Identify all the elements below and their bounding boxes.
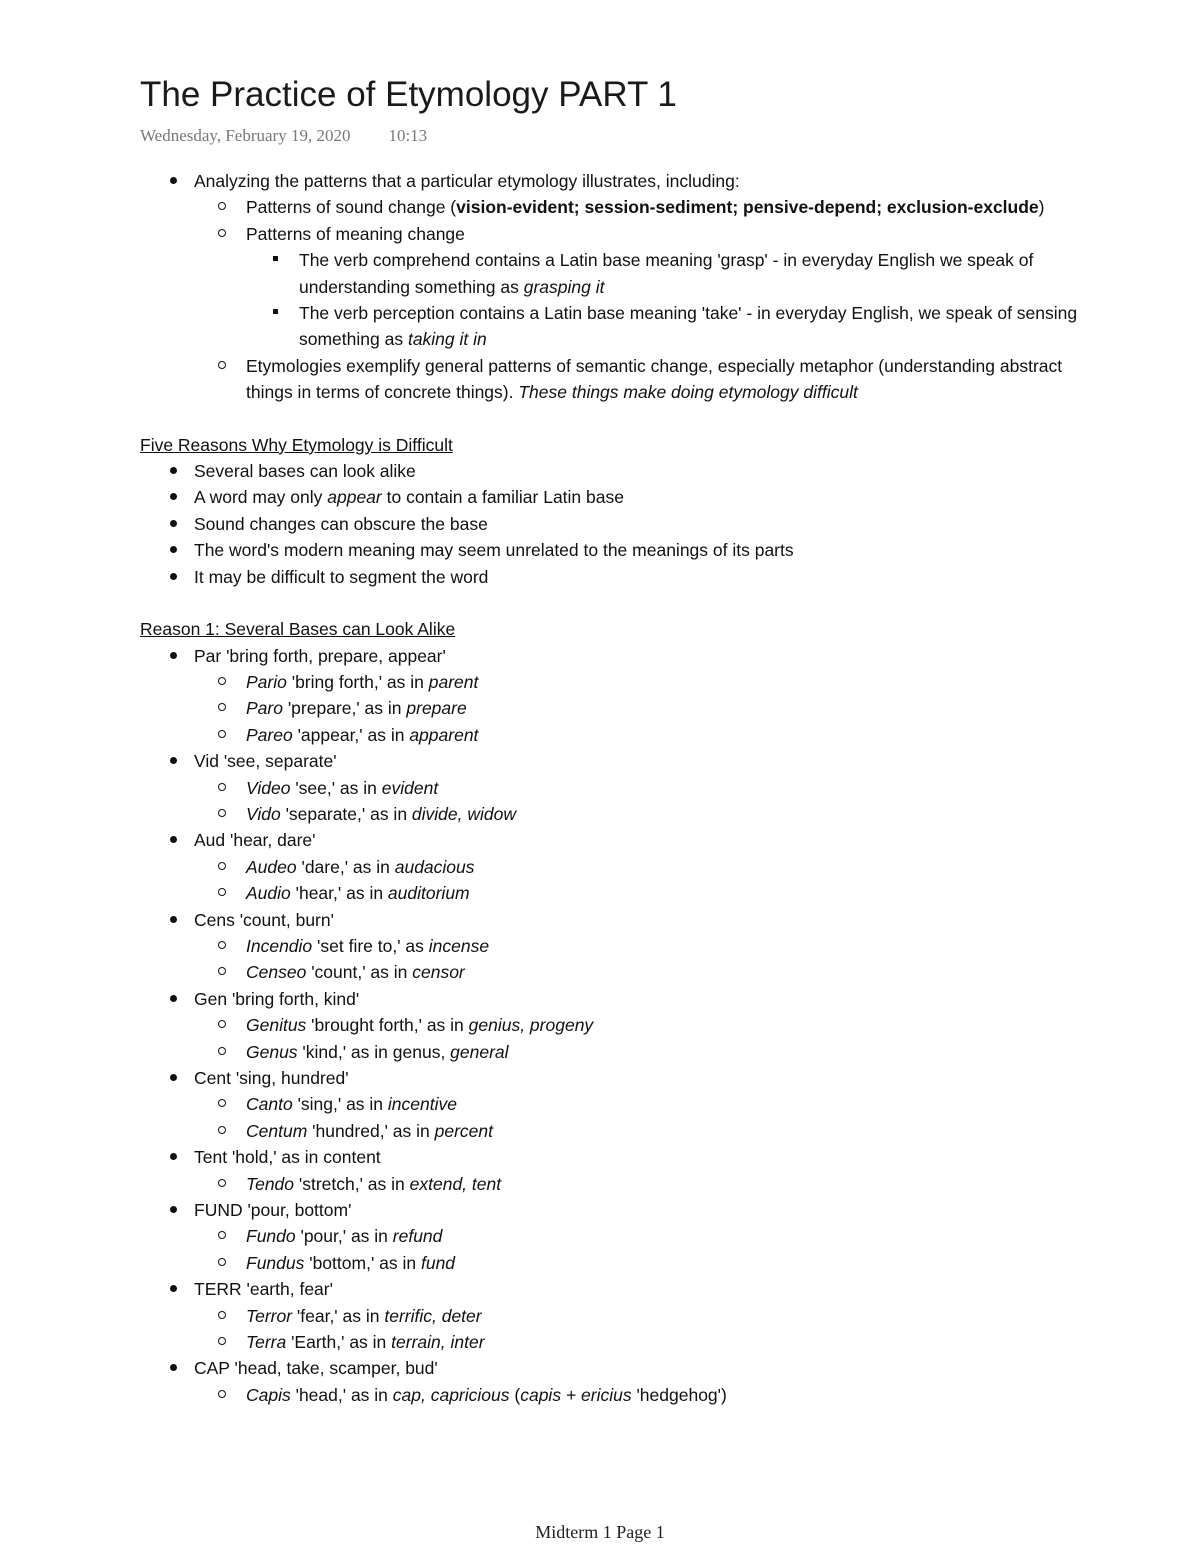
bullet-icon — [170, 177, 177, 184]
list-item: Etymologies exemplify general patterns of semantic change, especially metaphor (understanding abstract things in terms of concrete things). These things make doing etymology difficult — [140, 353, 1100, 406]
bullet-icon — [170, 1074, 177, 1081]
list-item: Sound changes can obscure the base — [140, 511, 1100, 537]
circle-bullet-icon — [218, 941, 226, 949]
list-item: Terror 'fear,' as in terrific, deter — [140, 1303, 1100, 1329]
circle-bullet-icon — [218, 1258, 226, 1266]
list-item: Fundus 'bottom,' as in fund — [140, 1250, 1100, 1276]
circle-bullet-icon — [218, 888, 226, 896]
circle-bullet-icon — [218, 202, 226, 210]
list-item: Genus 'kind,' as in genus, general — [140, 1039, 1100, 1065]
list-item: A word may only appear to contain a familiar Latin base — [140, 484, 1100, 510]
reason1-heading: Reason 1: Several Bases can Look Alike — [140, 619, 456, 640]
circle-bullet-icon — [218, 783, 226, 791]
circle-bullet-icon — [218, 1311, 226, 1319]
list-item: The verb perception contains a Latin base meaning 'take' - in everyday English, we speak of sensing something as taking it in — [140, 300, 1100, 353]
list-item: Vido 'separate,' as in divide, widow — [140, 801, 1100, 827]
circle-bullet-icon — [218, 229, 226, 237]
bullet-icon — [170, 757, 177, 764]
list-item: FUND 'pour, bottom' — [140, 1197, 1100, 1223]
list-item: Analyzing the patterns that a particular etymology illustrates, including: — [140, 168, 1100, 194]
list-item: Cens 'count, burn' — [140, 907, 1100, 933]
list-item: Tent 'hold,' as in content — [140, 1144, 1100, 1170]
list-item: Video 'see,' as in evident — [140, 775, 1100, 801]
circle-bullet-icon — [218, 1099, 226, 1107]
sound-change-examples: vision-evident; session-sediment; pensive-depend; exclusion-exclude — [456, 197, 1039, 218]
circle-bullet-icon — [218, 1047, 226, 1055]
bullet-icon — [170, 573, 177, 580]
list-item: Audeo 'dare,' as in audacious — [140, 854, 1100, 880]
square-bullet-icon — [273, 256, 278, 261]
list-item: Genitus 'brought forth,' as in genius, progeny — [140, 1012, 1100, 1038]
bullet-icon — [170, 1206, 177, 1213]
bullet-icon — [170, 493, 177, 500]
list-item: Vid 'see, separate' — [140, 748, 1100, 774]
list-item: Paro 'prepare,' as in prepare — [140, 695, 1100, 721]
bullet-icon — [170, 836, 177, 843]
list-item: CAP 'head, take, scamper, bud' — [140, 1355, 1100, 1381]
circle-bullet-icon — [218, 1126, 226, 1134]
list-item: Gen 'bring forth, kind' — [140, 986, 1100, 1012]
page-footer: Midterm 1 Page 1 — [535, 1522, 665, 1542]
circle-bullet-icon — [218, 1179, 226, 1187]
five-reasons-heading: Five Reasons Why Etymology is Difficult — [140, 434, 453, 455]
list-item: The verb comprehend contains a Latin base meaning 'grasp' - in everyday English we speak of understanding something as grasping it — [140, 247, 1100, 300]
list-item: Cent 'sing, hundred' — [140, 1065, 1100, 1091]
circle-bullet-icon — [218, 862, 226, 870]
bullet-icon — [170, 520, 177, 527]
circle-bullet-icon — [218, 1337, 226, 1345]
list-item: Patterns of meaning change — [140, 221, 1100, 247]
list-item: Par 'bring forth, prepare, appear' — [140, 643, 1100, 669]
list-item: It may be difficult to segment the word — [140, 564, 1100, 590]
circle-bullet-icon — [218, 1231, 226, 1239]
reason1-section — [140, 643, 1100, 1409]
list-item: Canto 'sing,' as in incentive — [140, 1091, 1100, 1117]
bullet-icon — [170, 546, 177, 553]
reason1-list — [140, 643, 1100, 1409]
page-timestamp — [140, 126, 1100, 150]
list-item: Terra 'Earth,' as in terrain, inter — [140, 1329, 1100, 1355]
circle-bullet-icon — [218, 677, 226, 685]
list-item: Several bases can look alike — [140, 458, 1100, 484]
circle-bullet-icon — [218, 703, 226, 711]
list-item: Centum 'hundred,' as in percent — [140, 1118, 1100, 1144]
list-item: Capis 'head,' as in cap, capricious (capis + ericius 'hedgehog') — [140, 1382, 1100, 1408]
circle-bullet-icon — [218, 1020, 226, 1028]
circle-bullet-icon — [218, 730, 226, 738]
bullet-icon — [170, 995, 177, 1002]
list-item: The word's modern meaning may seem unrelated to the meanings of its parts — [140, 537, 1100, 563]
list-item: Fundo 'pour,' as in refund — [140, 1223, 1100, 1249]
list-item: Aud 'hear, dare' — [140, 827, 1100, 853]
page-title: The Practice of Etymology PART 1 — [140, 75, 677, 114]
page-time: 10:13 — [388, 126, 428, 145]
list-item: Incendio 'set fire to,' as incense — [140, 933, 1100, 959]
bullet-icon — [170, 1153, 177, 1160]
circle-bullet-icon — [218, 1390, 226, 1398]
circle-bullet-icon — [218, 809, 226, 817]
list-item: TERR 'earth, fear' — [140, 1276, 1100, 1302]
list-item: Audio 'hear,' as in auditorium — [140, 880, 1100, 906]
bullet-icon — [170, 1364, 177, 1371]
intro-section — [140, 168, 1100, 406]
list-item: Pario 'bring forth,' as in parent — [140, 669, 1100, 695]
circle-bullet-icon — [218, 361, 226, 369]
bullet-icon — [170, 916, 177, 923]
list-item: Pareo 'appear,' as in apparent — [140, 722, 1100, 748]
list-item: Tendo 'stretch,' as in extend, tent — [140, 1171, 1100, 1197]
square-bullet-icon — [273, 309, 278, 314]
bullet-icon — [170, 652, 177, 659]
list-item: Censeo 'count,' as in censor — [140, 959, 1100, 985]
list-item: Patterns of sound change (vision-evident; session-sediment; pensive-depend; exclusion-exclude) — [140, 194, 1100, 220]
page-date: Wednesday, February 19, 2020 — [140, 126, 351, 145]
bullet-icon — [170, 1285, 177, 1292]
circle-bullet-icon — [218, 967, 226, 975]
note-page — [140, 72, 1100, 1408]
five-reasons-section — [140, 458, 1100, 590]
bullet-icon — [170, 467, 177, 474]
